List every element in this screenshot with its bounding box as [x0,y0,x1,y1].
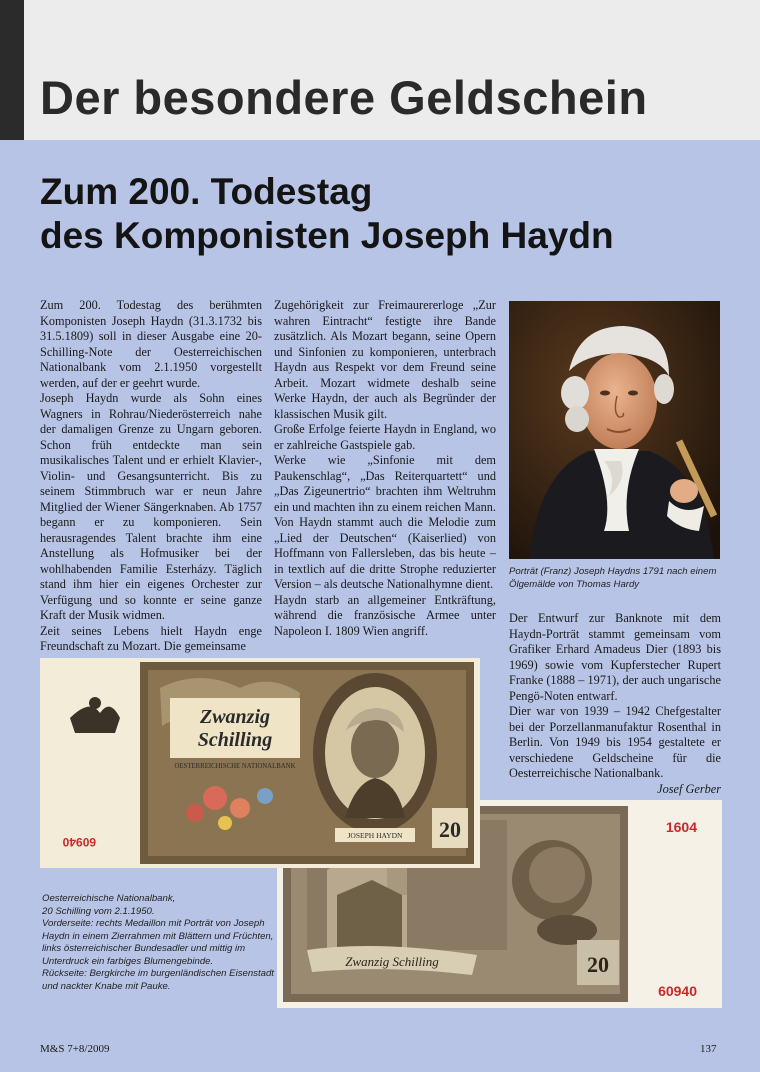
serial-left: 60940 [62,835,96,849]
paragraph: Zum 200. Todestag des berühmten Komponisten Joseph Haydn (31.3.1732 bis 31.5.1809) soll in dieser Ausgabe eine 20-Schilling-Note der Oesterreichischen Nationalbank vom 2.1.1950 vorgestellt werden, auf der er geehrt wurde. [40,298,262,390]
back-script-text: Zwanzig Schilling [345,954,439,969]
banknote-caption [42,893,282,993]
article-column-2 [274,298,496,639]
paragraph-text: Dier war von 1939 – 1942 Chefgestalter bei der Porzellanmanufaktur Rosenthal in Berlin. Von 1949 bis 1954 gestaltete er verschiedene Geldscheine für die Oesterreichische Nationalbank. [509,704,721,780]
paragraph: Zeit seines Lebens hielt Haydn enge Freundschaft zu Mozart. Die gemeinsame [40,623,262,653]
haydn-portrait-image [509,301,720,559]
footer-issue: M&S 7+8/2009 [40,1043,110,1055]
paragraph: Haydn starb an allgemeiner Entkräftung, während die französische Armee unter Napoleon I. 1809 Wien angriff. [274,592,496,638]
section-title: Der besondere Geldschein [40,71,648,124]
caption-line: Oesterreichische Nationalbank, [42,893,176,904]
bank-name-text: OESTERREICHISCHE NATIONALBANK [174,763,296,770]
article-title-line-1: Zum 200. Todestag [40,171,373,212]
serial-top: 1604 [665,819,697,835]
back-denomination: 20 [587,952,609,977]
caption-line: Vorderseite: rechts Medaillon mit Porträt von Joseph Haydn in einem Zierrahmen mit Blättern und Früchten, links österreichischer Bundesadler und mittig im Unterdruck ein farbiges Blumengebinde. [42,918,274,967]
front-title-line-1: Zwanzig [199,706,271,728]
portrait-caption: Porträt (Franz) Joseph Haydns 1791 nach einem Ölgemälde von Thomas Hardy [509,566,717,590]
article-title [40,170,614,258]
author-signature: Josef Gerber [657,781,721,796]
caption-line: Rückseite: Bergkirche im burgenländischen Eisenstadt und nackter Knabe mit Pauke. [42,968,274,992]
header-accent-bar [0,0,24,140]
caption-line: 20 Schilling vom 2.1.1950. [42,905,155,917]
banknote-front-image [40,658,480,868]
article-title-line-2: des Komponisten Joseph Haydn [40,215,614,256]
paragraph: Der Entwurf zur Banknote mit dem Haydn-Porträt stammt gemeinsam vom Grafiker Erhard Amadeus Dier (1893 bis 1969) sowie vom Kupferstecher Rupert Franke (1888 – 1971), der auch ungarische Pengö-Noten entwarf. [509,611,721,703]
front-title-line-2: Schilling [197,729,273,751]
name-plate-text: JOSEPH HAYDN [347,831,403,840]
paragraph: Werke wie „Sinfonie mit dem Paukenschlag“, „Das Reiterquartett“ und „Das Zigeunertrio“ brachten ihm Weltruhm ein und machten ihn zu einem reichen Mann. Von Haydn stammt auch die Melodie zum „Lied der Deutschen“ (Kaiserlied) von Hoffmann von Fallersleben, das bis heute – in textlich auf die dritte Strophe reduzierter Version – als deutsche Nationalhymne dient. [274,453,496,591]
serial-bottom: 60940 [658,983,697,999]
front-denomination: 20 [439,817,461,842]
paragraph: Zugehörigkeit zur Freimaurererloge „Zur wahren Eintracht“ festigte ihre Bande zusätzlich. Als Mozart begann, seine Opern und Sinfonien zu komponieren, unterbrach Haydn aus Respekt vor dem Freund seine Arbeit. Mozart widmete deshalb seine Werke Haydn, der auch als Begründer der klassischen Musik gilt. [274,298,496,421]
paragraph [509,704,721,796]
article-column-1 [40,298,262,655]
paragraph: Große Erfolge feierte Haydn in England, wo er zahlreiche Gastspiele gab. [274,422,496,452]
article-column-3 [509,611,721,797]
page-number: 137 [700,1043,717,1055]
paragraph: Joseph Haydn wurde als Sohn eines Wagners in Rohrau/Niederösterreich nahe der damaligen Grenze zu Ungarn geboren. Schon früh entdeckte man sein musikalisches Talent und er erhielt Klavier-, Violin- und Gesangsunterricht. Bis zu seinem Stimmbruch war er neun Jahre Mitglied der Wiener Sängerknaben. Ab 1757 begann er zu komponieren. Sein herausragendes Talent brachte ihm eine Anstellung als Hofmusiker bei der wohlhabenden Familie Esterházy. Täglich stand ihm hier ein eigenes Orchester zur Verfügung und so konnte er seine ganze Kraft der Musik widmen. [40,391,262,622]
